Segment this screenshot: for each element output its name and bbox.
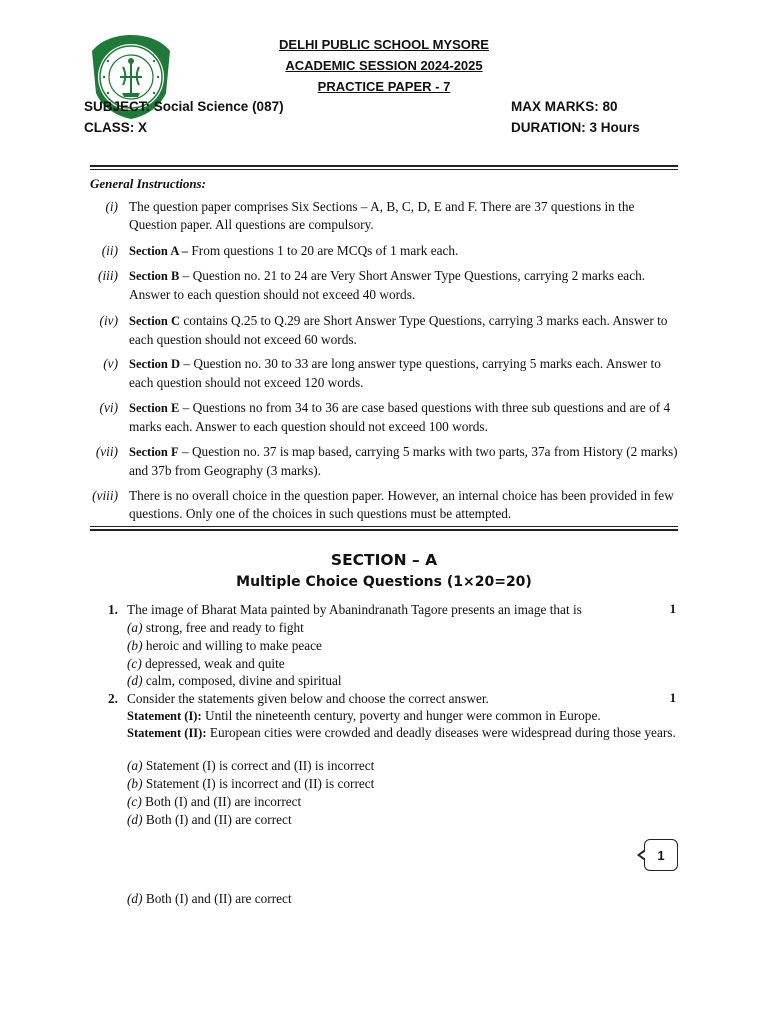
instruction-text: There is no overall choice in the question paper. However, an internal choice has been provided in few questions. Only one of the choices in such questions must be attempted. [129, 488, 674, 521]
instruction-text: The question paper comprises Six Sections – A, B, C, D, E and F. There are 37 questions in the Question paper. All questions are compulsory. [129, 199, 635, 232]
section-subtitle: Multiple Choice Questions (1×20=20) [236, 574, 532, 590]
question-marks: 1 [669, 602, 676, 616]
option-b: (b) heroic and willing to make peace [127, 638, 322, 653]
instructions-divider-thin [90, 526, 678, 527]
instruction-text: – Question no. 37 is map based, carrying 5 marks with two parts, 37a from History (2 marks) and 37b from Geography (3 marks). [129, 444, 678, 478]
statement-1: Statement (I): Until the nineteenth century, poverty and hunger were common in Europe. [127, 708, 601, 723]
instruction-number: (vii) [95, 444, 118, 459]
question-marks: 1 [669, 691, 676, 705]
question-number: 1. [108, 602, 118, 617]
question-text: Consider the statements given below and choose the correct answer. [127, 691, 489, 706]
instruction-text: From questions 1 to 20 are MCQs of 1 mark each. [188, 243, 459, 258]
question-number: 2. [108, 691, 118, 706]
instruction-text: contains Q.25 to Q.29 are Short Answer Type Questions, carrying 3 marks each. Answer to each question should not exceed 60 words. [129, 313, 668, 347]
option-a: (a) strong, free and ready to fight [127, 620, 304, 635]
option-c: (c) depressed, weak and quite [127, 656, 285, 671]
option-b: (b) Statement (I) is incorrect and (II) is correct [127, 776, 375, 791]
instruction-number: (i) [105, 199, 118, 214]
instruction-text: – Questions no from 34 to 36 are case based questions with three sub questions and are of 4 marks each. Answer to each question should not exceed 100 words. [129, 400, 671, 434]
section-title: SECTION – A [330, 551, 438, 569]
duration-label: DURATION: 3 Hours [511, 120, 640, 135]
instruction-number: (ii) [101, 243, 118, 258]
instruction-item [90, 399, 680, 435]
max-marks-label: MAX MARKS: 80 [511, 99, 618, 114]
instruction-number: (iii) [98, 268, 118, 283]
instruction-item [90, 242, 680, 260]
instruction-text: – Question no. 21 to 24 are Very Short Answer Type Questions, carrying 2 marks each. Answer to each question should not exceed 40 words. [129, 268, 646, 302]
instruction-item [90, 312, 680, 348]
instruction-item [90, 355, 680, 391]
instruction-section: Section F [129, 445, 179, 459]
instruction-number: (v) [103, 356, 118, 371]
school-name: DELHI PUBLIC SCHOOL MYSORE [279, 37, 489, 52]
instruction-section: Section E [129, 401, 180, 415]
header-divider [90, 165, 678, 167]
instructions-divider [90, 529, 678, 531]
instruction-text: – Question no. 30 to 33 are long answer type questions, carrying 5 marks each. Answer to each question should not exceed 120 words. [129, 356, 661, 390]
instruction-item [90, 487, 680, 523]
academic-session: ACADEMIC SESSION 2024-2025 [285, 58, 483, 73]
question-2 [108, 690, 680, 708]
page-number-pointer-fill [640, 851, 646, 859]
header-divider-thin [90, 169, 678, 170]
instruction-section: Section C [129, 314, 181, 328]
option-d: (d) Both (I) and (II) are correct [127, 812, 292, 827]
instruction-number: (vi) [99, 400, 118, 415]
instruction-section: Section B [129, 269, 180, 283]
page-number: 1 [644, 839, 678, 871]
statement-2: Statement (II): European cities were crowded and deadly diseases were widespread during those years. [127, 725, 676, 740]
instruction-section: Section A – [129, 244, 189, 258]
instruction-section: Section D [129, 357, 181, 371]
option-d: (d) calm, composed, divine and spiritual [127, 673, 342, 688]
instruction-number: (viii) [92, 488, 118, 503]
repeated-option-d: (d) Both (I) and (II) are correct [127, 891, 292, 906]
instruction-number: (iv) [99, 313, 118, 328]
paper-title: PRACTICE PAPER - 7 [317, 79, 451, 94]
subject-label: SUBJECT: Social Science (087) [84, 99, 284, 114]
instructions-title: General Instructions: [90, 176, 206, 191]
option-c: (c) Both (I) and (II) are incorrect [127, 794, 302, 809]
instruction-item [90, 198, 680, 234]
class-label: CLASS: X [84, 120, 148, 135]
question-text: The image of Bharat Mata painted by Abanindranath Tagore presents an image that is [127, 602, 582, 617]
question-1 [108, 601, 680, 619]
instruction-item [90, 267, 680, 303]
option-a: (a) Statement (I) is correct and (II) is incorrect [127, 758, 375, 773]
instruction-item [90, 443, 680, 479]
